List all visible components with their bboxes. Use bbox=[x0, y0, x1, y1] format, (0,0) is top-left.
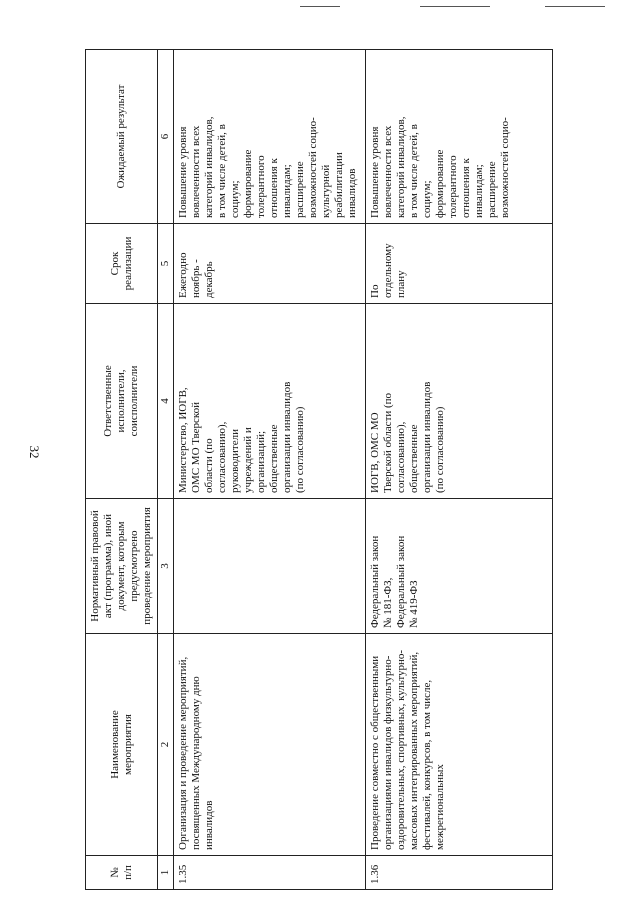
row-name: Организация и проведение мероприятий, посвященных Международному дню инвалидов bbox=[174, 634, 366, 856]
column-number: 6 bbox=[158, 50, 174, 224]
column-number: 1 bbox=[158, 856, 174, 890]
scan-artifact bbox=[420, 6, 490, 7]
row-term: По отдельному плану bbox=[366, 224, 553, 304]
header-row bbox=[86, 50, 158, 890]
scan-artifact bbox=[545, 6, 605, 7]
row-term: Ежегодно ноябрь - декабрь bbox=[174, 224, 366, 304]
events-table bbox=[85, 49, 553, 890]
header-act: Нормативный правовой акт (программа), иной документ, которым предусмотрено проведение мероприятия bbox=[86, 499, 158, 634]
header-name: Наименование мероприятия bbox=[86, 634, 158, 856]
column-number: 4 bbox=[158, 304, 174, 499]
column-number-row bbox=[158, 50, 174, 890]
row-act bbox=[174, 499, 366, 634]
column-number: 2 bbox=[158, 634, 174, 856]
header-term: Срок реализации bbox=[86, 224, 158, 304]
row-executors: Министерство, ИОГВ, ОМС МО Тверской области (по согласованию), руководители учреждений и организаций; общественные организации инвалидов (по согласованию) bbox=[174, 304, 366, 499]
row-num: 1.35 bbox=[174, 856, 366, 890]
table-row bbox=[366, 50, 553, 890]
page-number: 32 bbox=[27, 445, 42, 459]
header-result: Ожидаемый результат bbox=[86, 50, 158, 224]
header-executors: Ответственные исполнители, соисполнители bbox=[86, 304, 158, 499]
row-act: Федеральный закон № 181-ФЗ, Федеральный закон № 419-ФЗ bbox=[366, 499, 553, 634]
row-executors: ИОГВ, ОМС МО Тверской области (по согласованию), общественные организации инвалидов (по согласованию) bbox=[366, 304, 553, 499]
table-row bbox=[174, 50, 366, 890]
row-result: Повышение уровня вовлеченности всех категорий инвалидов, в том числе детей, в социум; формирование толерантного отношения к инвалидам; расширение возможностей социо- bbox=[366, 50, 553, 224]
row-result: Повышение уровня вовлеченности всех категорий инвалидов, в том числе детей, в социум; формирование толерантного отношения к инвалидам; расширение возможностей социо- культурной реабилитации инвалидов bbox=[174, 50, 366, 224]
header-num: № п/п bbox=[86, 856, 158, 890]
scan-artifact bbox=[300, 6, 340, 7]
column-number: 5 bbox=[158, 224, 174, 304]
row-name: Проведение совместно с общественными организациями инвалидов физкультурно- оздоровительных, спортивных, культурно- массовых интегрированных мероприятий, фестивалей, конкурсов, в том числе, межрегиональных bbox=[366, 634, 553, 856]
column-number: 3 bbox=[158, 499, 174, 634]
rotated-table-container bbox=[85, 50, 595, 890]
row-num: 1.36 bbox=[366, 856, 553, 890]
